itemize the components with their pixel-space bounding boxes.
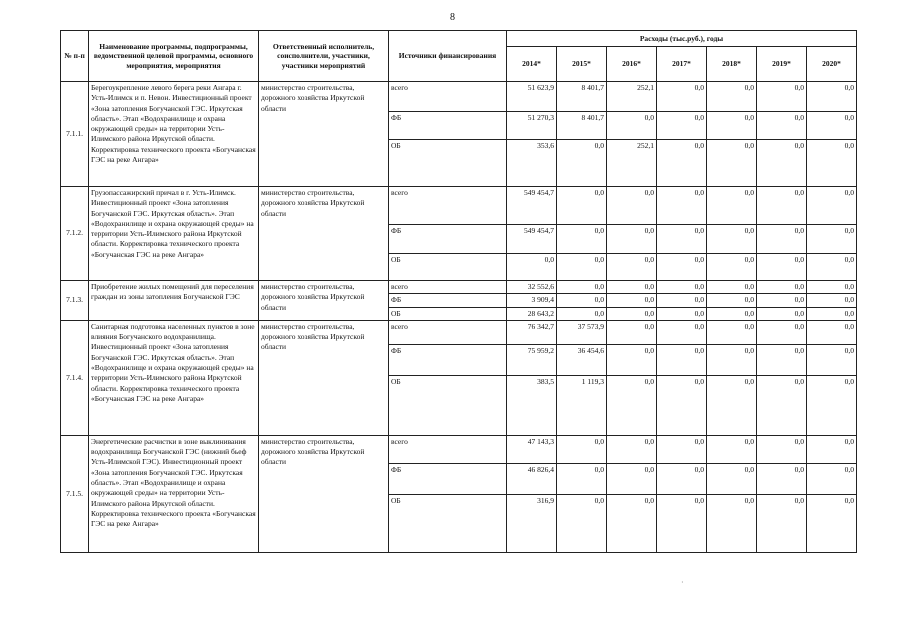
- row-value: 0,0: [707, 281, 757, 294]
- row-value: 0,0: [707, 435, 757, 463]
- row-value: 0,0: [757, 435, 807, 463]
- header-expenses: Расходы (тыс.руб.), годы: [507, 31, 857, 47]
- row-value: 0,0: [607, 375, 657, 435]
- row-source: ФБ: [389, 225, 507, 254]
- row-value: 0,0: [807, 320, 857, 344]
- row-value: 549 454,7: [507, 187, 557, 225]
- row-value: 0,0: [757, 307, 807, 320]
- row-value: 47 143,3: [507, 435, 557, 463]
- header-source: Источники финансирования: [389, 31, 507, 82]
- row-value: 0,0: [557, 494, 607, 552]
- row-value: 0,0: [657, 294, 707, 307]
- row-source: ФБ: [389, 463, 507, 494]
- row-value: 0,0: [657, 320, 707, 344]
- row-value: 1 119,3: [557, 375, 607, 435]
- row-value: 0,0: [707, 140, 757, 187]
- header-num: № п-п: [61, 31, 89, 82]
- row-value: 316,9: [507, 494, 557, 552]
- row-value: 0,0: [757, 187, 807, 225]
- row-value: 0,0: [757, 463, 807, 494]
- row-value: 0,0: [707, 225, 757, 254]
- row-value: 0,0: [607, 112, 657, 140]
- row-value: 32 552,6: [507, 281, 557, 294]
- row-value: 0,0: [557, 281, 607, 294]
- row-value: 0,0: [657, 463, 707, 494]
- row-value: 0,0: [807, 112, 857, 140]
- row-source: всего: [389, 82, 507, 112]
- row-source: ФБ: [389, 344, 507, 375]
- row-value: 0,0: [557, 435, 607, 463]
- header-year: 2014*: [507, 47, 557, 82]
- row-value: 0,0: [607, 320, 657, 344]
- row-value: 0,0: [757, 112, 807, 140]
- row-value: 252,1: [607, 82, 657, 112]
- row-value: 353,6: [507, 140, 557, 187]
- row-value: 0,0: [607, 344, 657, 375]
- row-value: 0,0: [557, 225, 607, 254]
- row-value: 0,0: [807, 140, 857, 187]
- row-value: 0,0: [657, 344, 707, 375]
- row-value: 0,0: [807, 281, 857, 294]
- row-name: Грузопассажирский причал в г. Усть-Илимск. Инвестиционный проект «Зона затопления Богучанской ГЭС. Иркутская область». Этап «Водохранилище и охрана окружающей среды» на территории Усть-Илимского района Иркутской области. Корректировка технического проекта «Богучанская ГЭС на реке Ангара»: [89, 187, 259, 281]
- row-source: ОБ: [389, 494, 507, 552]
- header-year: 2018*: [707, 47, 757, 82]
- row-value: 0,0: [757, 82, 807, 112]
- row-value: 0,0: [657, 187, 707, 225]
- row-value: 0,0: [757, 375, 807, 435]
- row-value: 383,5: [507, 375, 557, 435]
- row-source: всего: [389, 281, 507, 294]
- row-name: Санитарная подготовка населенных пунктов в зоне влияния Богучанского водохранилища. Инвестиционный проект «Зона затопления Богучанской ГЭС. Иркутская область». Этап «Водохранилище и охрана окружающей среды» на территории Усть-Илимского района Иркутской области. Корректировка технического проекта «Богучанская ГЭС на реке Ангара»: [89, 320, 259, 435]
- row-executor: министерство строительства, дорожного хозяйства Иркутской области: [259, 82, 389, 187]
- row-value: 51 270,3: [507, 112, 557, 140]
- table-row: [61, 435, 857, 463]
- row-name: Энергетические расчистки в зоне выклинивания водохранилища Богучанской ГЭС (нижний бьеф Усть-Илимской ГЭС). Инвестиционный проект «Зона затопления Богучанской ГЭС. Иркутская область». Этап «Водохранилище и охрана окружающей среды» на территории Усть-Илимского района Иркутской области. Корректировка технического проекта «Богучанская ГЭС на реке Ангара»: [89, 435, 259, 552]
- row-value: 0,0: [807, 225, 857, 254]
- row-source: ОБ: [389, 307, 507, 320]
- row-value: 0,0: [757, 254, 807, 281]
- expenses-table: [60, 30, 857, 553]
- row-name: Берегоукрепление левого берега реки Ангара г. Усть-Илимск и п. Невон. Инвестиционный проект «Зона затопления Богучанской ГЭС. Иркутская область». Этап «Водохранилище и охрана окружающей среды» на территории Усть-Илимского района Иркутской области. Корректировка технического проекта «Богучанская ГЭС на реке Ангара»: [89, 82, 259, 187]
- row-source: всего: [389, 435, 507, 463]
- row-value: 0,0: [757, 225, 807, 254]
- row-value: 0,0: [657, 254, 707, 281]
- row-source: ФБ: [389, 112, 507, 140]
- table-row: [61, 187, 857, 225]
- header-executor: Ответственный исполнитель, соисполнители, участники, участники мероприятий: [259, 31, 389, 82]
- row-value: 0,0: [807, 294, 857, 307]
- row-source: ОБ: [389, 140, 507, 187]
- header-year: 2019*: [757, 47, 807, 82]
- row-value: 76 342,7: [507, 320, 557, 344]
- row-value: 0,0: [707, 320, 757, 344]
- row-value: 0,0: [607, 225, 657, 254]
- row-value: 0,0: [607, 254, 657, 281]
- row-value: 0,0: [757, 140, 807, 187]
- row-value: 0,0: [707, 294, 757, 307]
- row-value: 0,0: [707, 344, 757, 375]
- row-value: 0,0: [757, 344, 807, 375]
- row-value: 0,0: [807, 435, 857, 463]
- row-value: 0,0: [757, 281, 807, 294]
- row-value: 0,0: [757, 294, 807, 307]
- row-number: 7.1.2.: [61, 187, 89, 281]
- header-year: 2015*: [557, 47, 607, 82]
- row-number: 7.1.5.: [61, 435, 89, 552]
- row-source: ОБ: [389, 254, 507, 281]
- row-value: 0,0: [807, 187, 857, 225]
- row-value: 8 401,7: [557, 82, 607, 112]
- row-value: 0,0: [557, 307, 607, 320]
- row-value: 0,0: [607, 463, 657, 494]
- row-value: 0,0: [607, 281, 657, 294]
- row-value: 28 643,2: [507, 307, 557, 320]
- row-value: 0,0: [557, 463, 607, 494]
- row-source: всего: [389, 320, 507, 344]
- row-value: 0,0: [557, 254, 607, 281]
- row-value: 0,0: [707, 82, 757, 112]
- row-value: 0,0: [607, 435, 657, 463]
- row-value: 0,0: [557, 187, 607, 225]
- table-row: [61, 320, 857, 344]
- row-value: 0,0: [507, 254, 557, 281]
- row-value: 0,0: [557, 140, 607, 187]
- row-value: 0,0: [807, 494, 857, 552]
- header-year: 2020*: [807, 47, 857, 82]
- row-executor: министерство строительства, дорожного хозяйства Иркутской области: [259, 435, 389, 552]
- row-number: 7.1.4.: [61, 320, 89, 435]
- table-row: [61, 82, 857, 112]
- row-value: 0,0: [707, 375, 757, 435]
- row-value: 0,0: [707, 494, 757, 552]
- row-value: 0,0: [807, 254, 857, 281]
- header-name: Наименование программы, подпрограммы, ведомственной целевой программы, основного мероприятия, мероприятия: [89, 31, 259, 82]
- row-value: 75 959,2: [507, 344, 557, 375]
- row-executor: министерство строительства, дорожного хозяйства Иркутской области: [259, 281, 389, 321]
- row-value: 0,0: [807, 344, 857, 375]
- row-source: ФБ: [389, 294, 507, 307]
- row-number: 7.1.3.: [61, 281, 89, 321]
- row-value: 252,1: [607, 140, 657, 187]
- row-value: 0,0: [557, 294, 607, 307]
- row-value: 0,0: [607, 307, 657, 320]
- row-value: 0,0: [657, 435, 707, 463]
- row-value: 0,0: [657, 307, 707, 320]
- row-value: 0,0: [607, 187, 657, 225]
- row-value: 8 401,7: [557, 112, 607, 140]
- row-value: 0,0: [807, 375, 857, 435]
- page-number: 8: [450, 12, 455, 23]
- row-value: 0,0: [607, 294, 657, 307]
- row-value: 0,0: [707, 254, 757, 281]
- row-value: 0,0: [607, 494, 657, 552]
- header-year: 2016*: [607, 47, 657, 82]
- row-source: всего: [389, 187, 507, 225]
- row-number: 7.1.1.: [61, 82, 89, 187]
- row-value: 0,0: [757, 320, 807, 344]
- scan-mark: ·: [681, 578, 684, 587]
- row-value: 0,0: [657, 375, 707, 435]
- row-value: 0,0: [657, 140, 707, 187]
- row-value: 0,0: [807, 463, 857, 494]
- row-value: 0,0: [707, 463, 757, 494]
- row-value: 0,0: [657, 82, 707, 112]
- row-value: 0,0: [657, 225, 707, 254]
- row-value: 0,0: [657, 281, 707, 294]
- row-value: 549 454,7: [507, 225, 557, 254]
- row-value: 0,0: [657, 112, 707, 140]
- row-name: Приобретение жилых помещений для переселения граждан из зоны затопления Богучанской ГЭС: [89, 281, 259, 321]
- row-executor: министерство строительства, дорожного хозяйства Иркутской области: [259, 320, 389, 435]
- row-value: 51 623,9: [507, 82, 557, 112]
- row-value: 0,0: [807, 307, 857, 320]
- row-source: ОБ: [389, 375, 507, 435]
- header-year: 2017*: [657, 47, 707, 82]
- row-value: 0,0: [707, 187, 757, 225]
- row-value: 3 909,4: [507, 294, 557, 307]
- row-value: 36 454,6: [557, 344, 607, 375]
- row-value: 0,0: [707, 307, 757, 320]
- row-value: 0,0: [807, 82, 857, 112]
- row-executor: министерство строительства, дорожного хозяйства Иркутской области: [259, 187, 389, 281]
- row-value: 0,0: [757, 494, 807, 552]
- row-value: 37 573,9: [557, 320, 607, 344]
- row-value: 0,0: [707, 112, 757, 140]
- table-row: [61, 281, 857, 294]
- row-value: 0,0: [657, 494, 707, 552]
- row-value: 46 826,4: [507, 463, 557, 494]
